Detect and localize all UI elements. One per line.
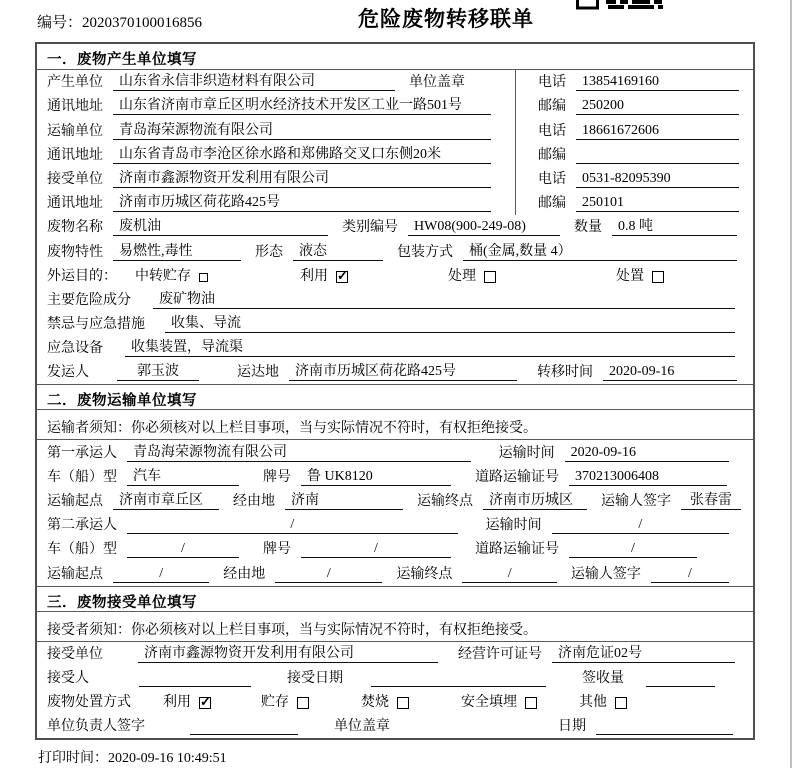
field-value: 济南市鑫源物资开发利用有限公司 — [113, 167, 491, 188]
checkbox-checked-icon — [199, 697, 211, 709]
field-value: 山东省永信非织造材料有限公司 — [113, 70, 395, 91]
row-left — [37, 489, 753, 513]
checkbox-group — [448, 265, 496, 285]
row-right — [515, 94, 753, 118]
field-label: 经营许可证号 — [458, 646, 542, 662]
field-label: 包装方式 — [397, 244, 453, 260]
row-right — [515, 143, 753, 167]
checkbox-group — [163, 691, 211, 711]
row-left — [37, 537, 753, 561]
field-value: 青岛海荣源物流有限公司 — [113, 119, 491, 140]
field-value — [371, 670, 546, 687]
row-right — [515, 167, 753, 191]
field-value: 山东省青岛市李沧区徐水路和郑佛路交叉口东侧20米 — [113, 143, 491, 164]
field-label: 运达地 — [237, 365, 279, 381]
form-row — [37, 336, 753, 360]
field-value: 桶(金属,数量 4） — [463, 240, 737, 261]
field-label: 形态 — [255, 244, 283, 260]
print-time — [38, 747, 227, 767]
field-value: 370213006408 — [569, 469, 727, 486]
checkbox-group — [616, 265, 664, 285]
field-label: 经由地 — [223, 566, 266, 582]
field-label: 接受单位 — [47, 646, 103, 662]
field-value — [576, 147, 739, 164]
field-label: 邮编 — [538, 147, 566, 163]
field-label: 主要危险成分 — [47, 292, 131, 308]
window-edge-line — [790, 0, 792, 768]
field-label: 通讯地址 — [47, 196, 103, 212]
section-receiver — [37, 586, 753, 739]
field-value: 易燃性,毒性 — [113, 240, 241, 261]
field-value: HW08(900-249-08) — [408, 219, 560, 236]
row-left — [37, 215, 753, 239]
field-value: 13854169160 — [576, 74, 739, 91]
field-value: / — [552, 517, 729, 534]
form-row — [37, 215, 753, 239]
row-left — [37, 642, 753, 666]
row-left — [37, 288, 753, 312]
checkbox-label: 利用 — [300, 268, 328, 284]
field-value: 废矿物油 — [153, 288, 735, 309]
field-label: 数量 — [574, 220, 602, 236]
field-value: 鲁 UK8120 — [301, 465, 451, 486]
field-value: 250101 — [576, 195, 739, 212]
row-left — [37, 118, 515, 142]
form-row — [37, 642, 753, 666]
checkbox-label: 利用 — [163, 695, 191, 711]
field-label: 接受日期 — [287, 670, 343, 686]
field-label: 单位负责人签字 — [47, 719, 145, 735]
notice-text: 运输者须知：你必须核对以上栏目事项，当与实际情况不符时，有权拒绝接受。 — [37, 410, 753, 440]
row-right — [515, 191, 753, 215]
field-value — [190, 718, 298, 735]
field-value: / — [127, 541, 239, 558]
row-left — [37, 239, 753, 263]
field-value: 18661672606 — [576, 123, 739, 140]
form-row — [37, 70, 753, 94]
field-label: 第二承运人 — [47, 518, 117, 534]
field-label: 废物特性 — [47, 244, 103, 260]
field-value: 郭玉波 — [117, 360, 199, 381]
field-label: 运输人签字 — [570, 566, 641, 582]
form-row — [37, 143, 753, 167]
field-value: / — [651, 566, 729, 583]
field-value: / — [113, 566, 209, 583]
field-label: 车（船）型 — [47, 469, 117, 485]
form-row — [37, 440, 753, 464]
qr-code-fragment-icon — [576, 0, 664, 11]
form-row — [37, 360, 753, 384]
field-value: 0531-82095390 — [576, 171, 739, 188]
field-value — [596, 718, 733, 735]
field-value: 济南市鑫源物资开发利用有限公司 — [138, 642, 438, 663]
checkbox-group — [261, 691, 309, 711]
form-row — [37, 714, 753, 738]
checkbox-group — [461, 691, 537, 711]
field-label: 电话 — [538, 171, 566, 187]
field-label: 通讯地址 — [47, 147, 103, 163]
field-value: 250200 — [576, 98, 739, 115]
field-label: 接受人 — [47, 670, 89, 686]
field-label: 电话 — [538, 75, 566, 91]
form-row — [37, 312, 753, 336]
row-left — [37, 312, 753, 336]
checkbox-group — [579, 691, 627, 711]
doc-number-label: 编号： — [37, 15, 83, 31]
field-label: 单位盖章 — [334, 719, 390, 735]
doc-header — [0, 0, 796, 42]
section-title: 三．废物接受单位填写 — [37, 586, 753, 612]
row-left — [37, 167, 515, 191]
form-row — [37, 239, 753, 263]
checkbox-group — [300, 265, 348, 285]
checkbox-unchecked-icon — [615, 697, 627, 709]
field-value: / — [462, 566, 556, 583]
row-right — [515, 70, 753, 94]
field-label: 道路运输证号 — [475, 542, 559, 558]
field-value: / — [569, 541, 697, 558]
field-label: 废物名称 — [47, 220, 103, 236]
field-label: 类别编号 — [342, 220, 398, 236]
row-left — [37, 666, 753, 690]
form-row — [37, 489, 753, 513]
checkbox-label: 中转贮存 — [135, 268, 191, 284]
checkbox-group — [135, 265, 208, 285]
field-value: 液态 — [293, 240, 383, 261]
form-row — [37, 264, 753, 288]
page-title: 危险废物转移联单 — [358, 7, 534, 31]
row-left — [37, 690, 753, 714]
form-row — [37, 191, 753, 215]
field-label: 道路运输证号 — [475, 469, 559, 485]
field-label: 运输终点 — [396, 566, 453, 582]
form-row — [37, 465, 753, 489]
field-value: 张春雷 — [681, 489, 741, 510]
field-label: 邮编 — [538, 196, 566, 212]
field-value: 2020-09-16 — [565, 445, 729, 462]
checkbox-label: 处置 — [616, 268, 644, 284]
field-value: 山东省济南市章丘区明水经济技术开发区工业一路501号 — [113, 94, 491, 115]
field-label: 发运人 — [47, 365, 89, 381]
form-row — [37, 94, 753, 118]
checkbox-unchecked-icon — [484, 271, 496, 283]
row-left — [37, 465, 753, 489]
form-row — [37, 666, 753, 690]
notice-text: 接受者须知：你必须核对以上栏目事项，当与实际情况不符时，有权拒绝接受。 — [37, 612, 753, 642]
field-value: 0.8 吨 — [612, 215, 737, 236]
print-time-value: 2020-09-16 10:49:51 — [108, 751, 227, 766]
field-value: 济南 — [285, 489, 403, 510]
checkbox-unchecked-icon — [652, 271, 664, 283]
field-label: 车（船）型 — [47, 542, 117, 558]
field-label: 废物处置方式 — [47, 695, 131, 711]
form-row — [37, 118, 753, 142]
field-value: 青岛海荣源物流有限公司 — [127, 441, 471, 462]
field-label: 运输时间 — [485, 518, 542, 534]
row-left — [37, 561, 753, 585]
row-left — [37, 440, 753, 464]
field-label: 应急设备 — [47, 341, 103, 357]
checkbox-unchecked-icon — [397, 697, 409, 709]
checkbox-label: 焚烧 — [361, 695, 389, 711]
field-value: 济南市章丘区 — [113, 489, 219, 510]
field-label: 日期 — [558, 719, 586, 735]
form-row — [37, 561, 753, 585]
section-transporter — [37, 384, 753, 585]
print-time-label: 打印时间： — [38, 751, 108, 766]
row-left — [37, 336, 753, 360]
field-label: 禁忌与应急措施 — [47, 317, 145, 333]
doc-number-value: 2020370100016856 — [82, 15, 203, 31]
checkbox-unchecked-icon — [297, 697, 309, 709]
field-value — [646, 670, 715, 687]
field-value: 济南危证02号 — [552, 642, 735, 663]
checkbox-unchecked-icon — [525, 697, 537, 709]
transfer-form — [35, 42, 755, 740]
field-label: 牌号 — [263, 469, 291, 485]
field-label: 电话 — [538, 123, 566, 139]
field-label: 第一承运人 — [47, 445, 117, 461]
section-title: 二．废物运输单位填写 — [37, 384, 753, 410]
checkbox-group — [361, 691, 409, 711]
field-label: 运输终点 — [417, 494, 473, 509]
field-value: 汽车 — [127, 465, 239, 486]
field-value: 收集、导流 — [165, 312, 735, 333]
field-label: 通讯地址 — [47, 99, 103, 115]
field-label: 经由地 — [233, 494, 275, 509]
field-label: 牌号 — [263, 542, 291, 558]
checkbox-checked-icon — [336, 271, 348, 283]
row-left — [37, 264, 753, 288]
row-left — [37, 94, 515, 118]
field-label: 运输起点 — [47, 494, 103, 509]
row-left — [37, 70, 515, 94]
row-left — [37, 191, 515, 215]
field-label: 运输人签字 — [601, 494, 671, 509]
form-row — [37, 288, 753, 312]
checkbox-label: 贮存 — [261, 695, 289, 711]
field-value: 济南市历城区 — [483, 489, 587, 510]
checkbox-label: 处理 — [448, 268, 476, 284]
form-row — [37, 167, 753, 191]
field-label: 转移时间 — [537, 365, 593, 381]
form-row — [37, 537, 753, 561]
section-producer — [37, 44, 753, 384]
field-label: 运输时间 — [498, 445, 555, 461]
form-row — [37, 513, 753, 537]
field-value: 济南市历城区荷花路425号 — [113, 191, 491, 212]
field-value — [139, 670, 251, 687]
checkbox-label: 安全填埋 — [461, 695, 517, 711]
field-value: 济南市历城区荷花路425号 — [289, 360, 517, 381]
field-value: / — [301, 541, 451, 558]
row-left — [37, 143, 515, 167]
row-left — [37, 714, 753, 738]
field-label: 接受单位 — [47, 171, 103, 187]
field-label: 运输起点 — [47, 566, 103, 582]
checkbox-label: 其他 — [579, 695, 607, 711]
field-label: 外运目的： — [47, 268, 117, 284]
field-value: 收集装置，导流渠 — [125, 336, 735, 357]
field-label: 单位盖章 — [409, 75, 465, 91]
field-value: / — [127, 517, 458, 534]
section-title: 一．废物产生单位填写 — [37, 44, 753, 70]
row-right — [515, 118, 753, 142]
field-label: 运输单位 — [47, 123, 103, 139]
field-label: 产生单位 — [47, 75, 103, 91]
field-value: 2020-09-16 — [603, 364, 737, 381]
field-value: 废机油 — [113, 215, 328, 236]
field-label: 签收量 — [582, 670, 624, 686]
form-row — [37, 690, 753, 714]
field-value: / — [275, 566, 382, 583]
row-left — [37, 513, 753, 537]
field-label: 邮编 — [538, 99, 566, 115]
checkbox-unchecked-icon — [199, 273, 208, 282]
row-left — [37, 360, 753, 384]
